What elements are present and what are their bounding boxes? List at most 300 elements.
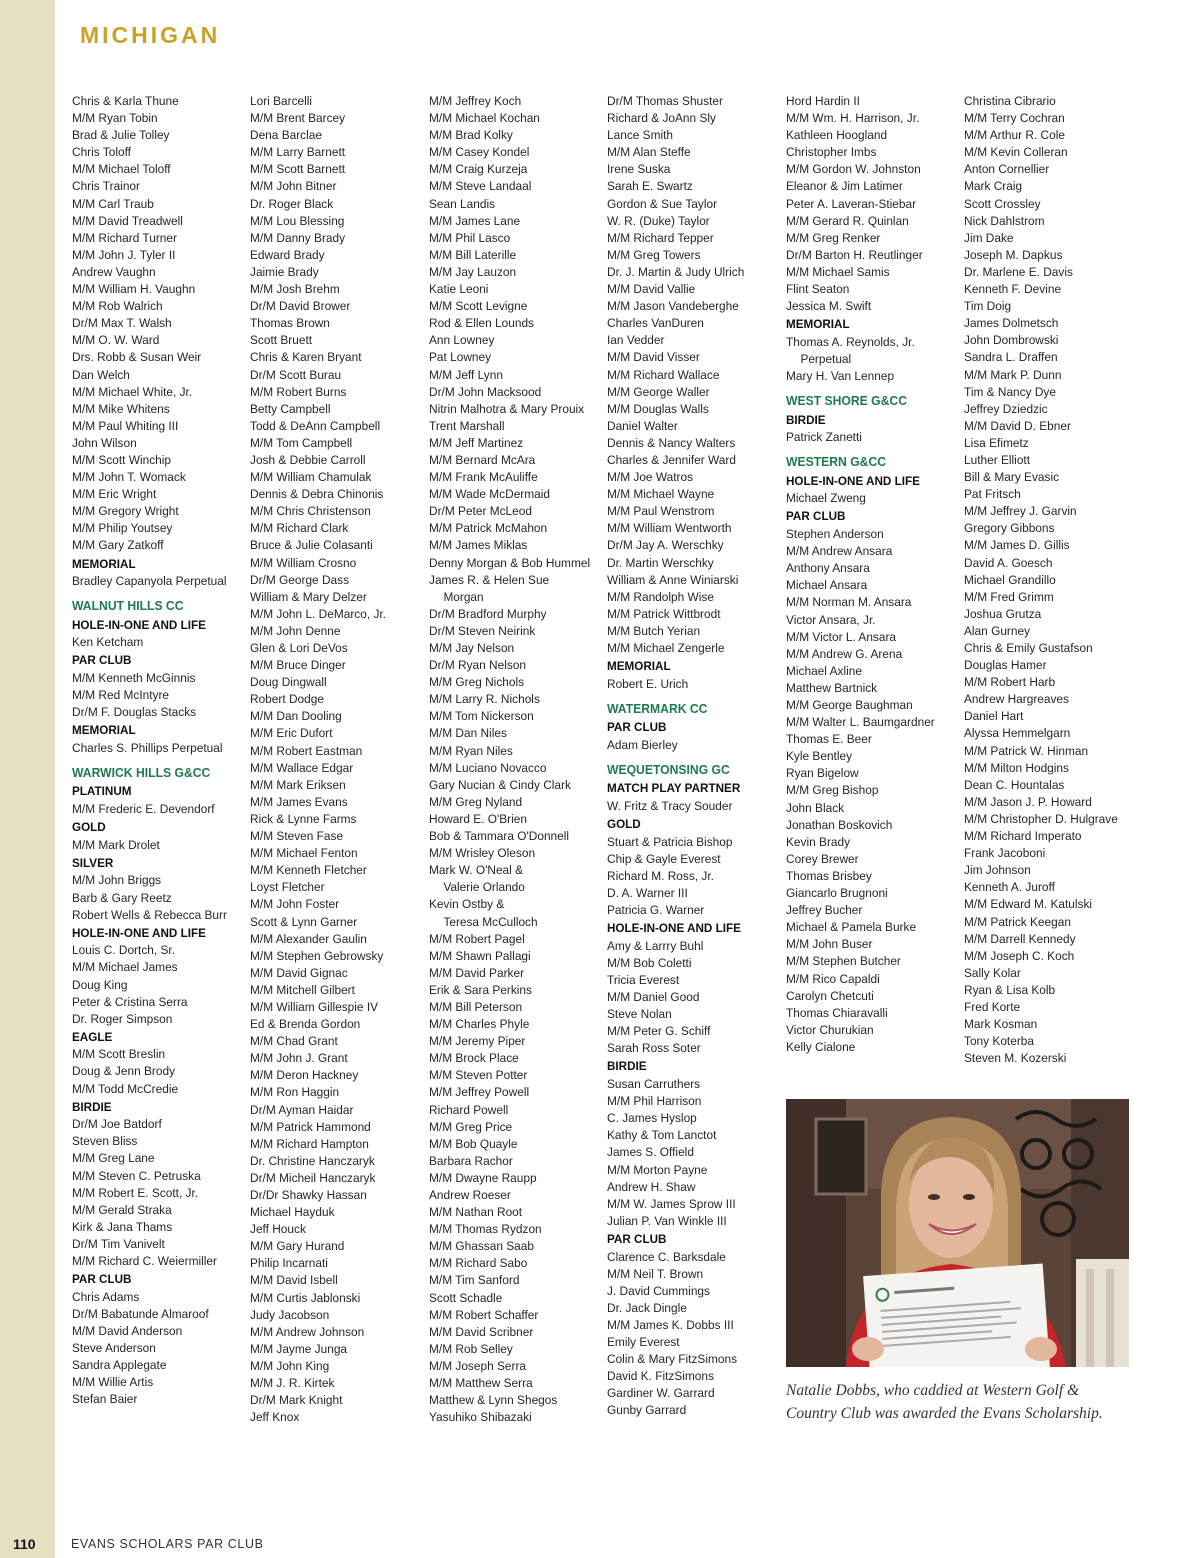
donor-name: Kelly Cialone: [786, 1039, 856, 1054]
tier-heading: PAR CLUB: [607, 720, 667, 735]
donor-name: M/M Steve Landaal: [429, 179, 532, 194]
donor-name: M/M Dan Niles: [429, 726, 507, 741]
donor-name: M/M Butch Yerian: [607, 623, 701, 638]
donor-name: Rick & Lynne Farms: [250, 811, 357, 826]
donor-name: M/M Steven Potter: [429, 1068, 528, 1083]
donor-name: M/M Jeffrey Koch: [429, 94, 522, 108]
donor-name: Tony Koterba: [964, 1034, 1035, 1049]
donor-name: Charles & Jennifer Ward: [607, 452, 736, 467]
donor-name: M/M John Denne: [250, 623, 341, 638]
donor-name: Thomas Chiaravalli: [786, 1005, 888, 1020]
donor-name: M/M Patrick McMahon: [429, 521, 548, 536]
donor-name: Valerie Orlando: [443, 880, 525, 895]
donor-name: Chris Trainor: [72, 179, 140, 194]
donor-name: Sally Kolar: [964, 965, 1021, 980]
donor-name: Peter A. Laveran-Stiebar: [786, 196, 917, 211]
tier-heading: EAGLE: [72, 1029, 113, 1044]
donor-name: M/M Greg Towers: [607, 247, 701, 262]
donor-name: M/M Jay Lauzon: [429, 264, 517, 279]
donor-name: Stefan Baier: [72, 1392, 138, 1407]
donor-name: M/M Michael Toloff: [72, 162, 171, 177]
club-heading: WEQUETONSING GC: [607, 762, 730, 777]
donor-name: M/M Phil Harrison: [607, 1094, 702, 1109]
donor-name: W. R. (Duke) Taylor: [607, 213, 710, 228]
club-heading: WARWICK HILLS G&CC: [72, 765, 211, 780]
donor-name: Dan Welch: [72, 367, 130, 382]
donor-name: M/M Richard Turner: [72, 230, 177, 245]
donor-name: Daniel Hart: [964, 709, 1024, 724]
donor-name: Todd & DeAnn Campbell: [250, 418, 381, 433]
donor-name: M/M Andrew Ansara: [786, 544, 893, 559]
donor-name: Carolyn Chetcuti: [786, 988, 874, 1003]
donor-name: M/M Mitchell Gilbert: [250, 982, 355, 997]
tier-heading: GOLD: [72, 820, 106, 835]
club-heading: WALNUT HILLS CC: [72, 599, 184, 614]
donor-name: M/M George Waller: [607, 384, 710, 399]
donor-name: Kevin Ostby &: [429, 897, 505, 912]
donor-name: M/M Matthew Serra: [429, 1376, 533, 1391]
donor-name: Douglas Hamer: [964, 658, 1047, 673]
donor-name: Dr/M Jay A. Werschky: [607, 538, 724, 553]
donor-name: M/M Milton Hodgins: [964, 760, 1069, 775]
donor-name: Jeff Houck: [250, 1222, 306, 1237]
donor-name: Jim Johnson: [964, 863, 1031, 878]
donor-name: Dr/M Thomas Shuster: [607, 94, 723, 108]
tier-heading: MEMORIAL: [72, 723, 136, 738]
donor-name: Ian Vedder: [607, 333, 665, 348]
donor-name: Mark W. O'Neal &: [429, 863, 524, 878]
donor-name: Michael Ansara: [786, 578, 868, 593]
donor-name: Doug Dingwall: [250, 675, 327, 690]
donor-name: Julian P. Van Winkle III: [607, 1213, 727, 1228]
donor-name: M/M Alan Steffe: [607, 145, 691, 160]
donor-name: Jonathan Boskovich: [786, 817, 893, 832]
donor-name: Chris Adams: [72, 1289, 140, 1304]
donor-name: Andrew H. Shaw: [607, 1179, 696, 1194]
donor-name: Emily Everest: [607, 1334, 680, 1349]
donor-name: M/M Brad Kolky: [429, 128, 513, 143]
donor-name: Bruce & Julie Colasanti: [250, 538, 373, 553]
donor-name: M/M Peter G. Schiff: [607, 1024, 711, 1039]
donor-name: Gunby Garrard: [607, 1403, 687, 1418]
donor-name: M/M Richard Sabo: [429, 1256, 528, 1271]
donor-name: Edward Brady: [250, 247, 325, 262]
donor-name: M/M Rob Walrich: [72, 299, 163, 314]
donor-name: Steve Anderson: [72, 1340, 156, 1355]
donor-name: Philip Incarnati: [250, 1256, 328, 1271]
donor-name: M/M John J. Tyler II: [72, 247, 176, 262]
donor-name: Erik & Sara Perkins: [429, 982, 532, 997]
donor-name: M/M Patrick Wittbrodt: [607, 606, 721, 621]
donor-name: Irene Suska: [607, 162, 671, 177]
donor-name: M/M Craig Kurzeja: [429, 162, 528, 177]
donor-name: M/M Frank McAuliffe: [429, 470, 538, 485]
donor-name: Richard & JoAnn Sly: [607, 111, 716, 126]
donor-name: M/M Joseph C. Koch: [964, 948, 1075, 963]
donor-name: M/M Joe Watros: [607, 470, 694, 485]
donor-name: M/M Richard Tepper: [607, 230, 714, 245]
donor-name: Dr. Roger Simpson: [72, 1011, 173, 1026]
column-4: [607, 93, 785, 1419]
donor-name: M/M Robert Eastman: [250, 743, 363, 758]
donor-name: M/M Jeffrey Powell: [429, 1085, 530, 1100]
donor-name: Perpetual: [800, 351, 852, 366]
donor-name: M/M James Evans: [250, 794, 348, 809]
donor-name: M/M Randolph Wise: [607, 589, 714, 604]
donor-name: M/M Rico Capaldi: [786, 971, 880, 986]
donor-name: M/M James K. Dobbs III: [607, 1317, 734, 1332]
donor-name: Christina Cibrario: [964, 94, 1056, 108]
donor-name: Nick Dahlstrom: [964, 213, 1045, 228]
donor-name: Denny Morgan & Bob Hummel: [429, 555, 591, 570]
donor-name: Andrew Roeser: [429, 1188, 511, 1202]
donor-name: M/M Kenneth Fletcher: [250, 863, 367, 878]
donor-name: Lisa Efimetz: [964, 435, 1029, 450]
tier-heading: PAR CLUB: [607, 1231, 667, 1246]
donor-name: M/M Curtis Jablonski: [250, 1290, 361, 1305]
donor-name: Drs. Robb & Susan Weir: [72, 350, 202, 365]
donor-name: Tim & Nancy Dye: [964, 384, 1056, 399]
donor-name: M/M James Lane: [429, 213, 521, 228]
donor-name: M/M Tom Campbell: [250, 435, 353, 450]
donor-name: M/M Richard Clark: [250, 521, 349, 536]
donor-name: Steven M. Kozerski: [964, 1051, 1067, 1066]
donor-name: Dr/M Babatunde Almaroof: [72, 1306, 209, 1321]
donor-name: Dennis & Debra Chinonis: [250, 487, 384, 502]
donor-name: M/M Jeff Lynn: [429, 367, 503, 382]
donor-name: M/M Victor L. Ansara: [786, 629, 897, 644]
donor-name: James R. & Helen Sue: [429, 572, 550, 587]
tier-heading: MEMORIAL: [72, 556, 136, 571]
donor-name: M/M Brock Place: [429, 1051, 519, 1066]
donor-name: M/M Danny Brady: [250, 230, 346, 245]
donor-name: M/M Patrick Hammond: [250, 1119, 371, 1134]
donor-name: Hord Hardin II: [786, 94, 860, 108]
donor-name: M/M John Buser: [786, 937, 873, 952]
donor-name: M/M David Visser: [607, 350, 700, 365]
donor-name: M/M Paul Wenstrom: [607, 504, 715, 519]
club-heading: WATERMARK CC: [607, 701, 708, 716]
donor-name: M/M Chris Christenson: [250, 504, 371, 519]
donor-name: Colin & Mary FitzSimons: [607, 1352, 738, 1367]
donor-name: M/M Gary Zatkoff: [72, 538, 164, 553]
donor-name: Rod & Ellen Lounds: [429, 316, 535, 331]
donor-name: D. A. Warner III: [607, 886, 688, 901]
tier-heading: SILVER: [72, 855, 114, 870]
donor-name: Dr. Martin Werschky: [607, 555, 714, 570]
donor-name: M/M David Treadwell: [72, 213, 183, 228]
donor-name: M/M Wm. H. Harrison, Jr.: [786, 111, 920, 126]
donor-name: M/M Steven C. Petruska: [72, 1168, 201, 1183]
donor-name: M/M Arthur R. Cole: [964, 128, 1066, 143]
donor-name: Dr/M David Brower: [250, 299, 351, 314]
donor-name: Scott Bruett: [250, 333, 313, 348]
state-title: MICHIGAN: [80, 22, 221, 48]
donor-name: Flint Seaton: [786, 282, 850, 297]
donor-name: Giancarlo Brugnoni: [786, 886, 888, 901]
donor-name: M/M Larry Barnett: [250, 145, 346, 160]
column-3: [429, 93, 607, 1426]
donor-name: M/M David Vallie: [607, 282, 696, 297]
tier-heading: HOLE-IN-ONE AND LIFE: [72, 617, 206, 632]
donor-name: Clarence C. Barksdale: [607, 1249, 726, 1264]
donor-name: M/M Scott Barnett: [250, 162, 346, 177]
donor-name: Adam Bierley: [607, 737, 678, 752]
scholar-photo-illustration: [786, 1099, 1129, 1367]
donor-name: Dena Barclae: [250, 128, 322, 143]
donor-name: Amy & Larrry Buhl: [607, 938, 704, 953]
donor-name: Matthew & Lynn Shegos: [429, 1393, 558, 1408]
donor-name: M/M Greg Nyland: [429, 794, 523, 809]
donor-name: M/M John Briggs: [72, 873, 162, 888]
donor-name: James S. Offield: [607, 1145, 694, 1160]
donor-name: James Dolmetsch: [964, 316, 1059, 331]
donor-name: M/M Bill Laterille: [429, 247, 517, 262]
donor-name: Morgan: [443, 589, 484, 604]
donor-name: Mary H. Van Lennep: [786, 369, 895, 383]
donor-name: William & Anne Winiarski: [607, 572, 739, 587]
donor-name: M/M Greg Bishop: [786, 783, 879, 798]
donor-name: M/M Scott Winchip: [72, 452, 172, 467]
donor-name: M/M Michael Wayne: [607, 487, 715, 502]
donor-name: Andrew Vaughn: [72, 264, 156, 279]
donor-name: Sean Landis: [429, 196, 496, 211]
donor-name: M/M Luciano Novacco: [429, 760, 547, 775]
donor-name: Kyle Bentley: [786, 749, 853, 764]
donor-name: Matthew Bartnick: [786, 680, 878, 695]
donor-name: M/M Kenneth McGinnis: [72, 671, 196, 685]
donor-name: Scott Schadle: [429, 1290, 503, 1305]
donor-name: Joseph M. Dapkus: [964, 247, 1063, 262]
donor-name: Patrick Zanetti: [786, 430, 862, 445]
tier-heading: BIRDIE: [607, 1059, 647, 1074]
donor-name: M/M Michael Samis: [786, 264, 890, 279]
tier-heading: BIRDIE: [72, 1099, 112, 1114]
donor-name: Kirk & Jana Thams: [72, 1219, 173, 1234]
donor-name: M/M Greg Price: [429, 1119, 513, 1134]
donor-name: M/M Bruce Dinger: [250, 658, 346, 673]
donor-name: Dennis & Nancy Walters: [607, 435, 736, 450]
donor-name: M/M Bob Coletti: [607, 955, 692, 970]
donor-name: Jeff Knox: [250, 1410, 300, 1425]
donor-name: Judy Jacobson: [250, 1307, 330, 1322]
donor-name: Gregory Gibbons: [964, 521, 1055, 536]
donor-name: J. David Cummings: [607, 1283, 710, 1298]
donor-name: M/M Michael James: [72, 960, 178, 975]
donor-name: Alan Gurney: [964, 623, 1031, 638]
donor-name: Gardiner W. Garrard: [607, 1386, 715, 1401]
donor-name: M/M Ghassan Saab: [429, 1239, 534, 1254]
donor-name: M/M Mark Drolet: [72, 837, 160, 852]
donor-name: M/M Tom Nickerson: [429, 709, 534, 724]
donor-name: M/M David Anderson: [72, 1323, 183, 1338]
donor-name: Katie Leoni: [429, 282, 489, 297]
donor-name: M/M Red McIntyre: [72, 688, 170, 703]
donor-name: M/M Lou Blessing: [250, 213, 345, 228]
donor-name: M/M Richard Imperato: [964, 829, 1082, 844]
donor-name: Tricia Everest: [607, 973, 680, 987]
donor-name: M/M Mark Eriksen: [250, 777, 346, 792]
donor-name: Tim Doig: [964, 299, 1012, 314]
donor-name: Dr/Dr Shawky Hassan: [250, 1188, 367, 1202]
donor-name: Scott Crossley: [964, 196, 1041, 211]
donor-name: Dr/M Peter McLeod: [429, 504, 532, 519]
donor-name: M/M Bill Peterson: [429, 999, 523, 1014]
donor-name: Bill & Mary Evasic: [964, 470, 1060, 485]
donor-name: M/M James Miklas: [429, 538, 528, 553]
donor-name: M/M Eric Dufort: [250, 726, 333, 741]
donor-name: Dr/M Scott Burau: [250, 367, 342, 382]
donor-name: Luther Elliott: [964, 452, 1031, 467]
donor-name: Scott & Lynn Garner: [250, 914, 358, 929]
donor-name: Robert Dodge: [250, 692, 324, 707]
tier-heading: PAR CLUB: [72, 653, 132, 668]
donor-name: M/M Robert Burns: [250, 384, 347, 399]
donor-name: M/M Stephen Gebrowsky: [250, 948, 384, 963]
donor-name: M/M O. W. Ward: [72, 333, 160, 348]
tier-heading: PAR CLUB: [786, 509, 846, 524]
donor-name: M/M W. James Sprow III: [607, 1196, 736, 1211]
donor-name: M/M Robert Pagel: [429, 931, 525, 946]
donor-name: Thomas A. Reynolds, Jr.: [786, 334, 915, 349]
donor-name: Bob & Tammara O'Donnell: [429, 829, 570, 844]
donor-name: Sarah E. Swartz: [607, 179, 693, 194]
donor-name: Kathleen Hoogland: [786, 128, 888, 143]
tier-heading: MEMORIAL: [607, 659, 671, 674]
donor-name: M/M Larry R. Nichols: [429, 692, 540, 707]
donor-name: Dr/M Joe Batdorf: [72, 1117, 162, 1132]
donor-name: M/M Bob Quayle: [429, 1136, 518, 1151]
tier-heading: HOLE-IN-ONE AND LIFE: [607, 921, 741, 936]
donor-name: Dr/M Bradford Murphy: [429, 606, 547, 621]
donor-name: W. Fritz & Tracy Souder: [607, 799, 733, 814]
column-1: [72, 93, 250, 1408]
donor-name: Corey Brewer: [786, 851, 859, 866]
donor-name: M/M Bernard McAra: [429, 452, 536, 467]
donor-name: M/M Patrick W. Hinman: [964, 743, 1089, 758]
donor-name: Charles VanDuren: [607, 316, 704, 331]
donor-name: Dr/M Barton H. Reutlinger: [786, 247, 923, 262]
donor-name: Doug & Jenn Brody: [72, 1064, 176, 1079]
donor-name: Victor Ansara, Jr.: [786, 612, 876, 627]
donor-name: M/M Todd McCredie: [72, 1081, 179, 1096]
club-heading: WEST SHORE G&CC: [786, 394, 907, 409]
donor-name: Richard Powell: [429, 1102, 509, 1117]
donor-name: M/M Walter L. Baumgardner: [786, 715, 935, 730]
donor-name: Anthony Ansara: [786, 561, 870, 576]
donor-name: C. James Hyslop: [607, 1111, 697, 1126]
donor-name: M/M Neil T. Brown: [607, 1266, 704, 1281]
donor-name: M/M John Foster: [250, 897, 340, 912]
donor-name: Dean C. Hountalas: [964, 777, 1065, 792]
tier-heading: MEMORIAL: [786, 317, 850, 332]
donor-name: M/M John King: [250, 1358, 330, 1373]
donor-name: M/M David Isbell: [250, 1273, 338, 1288]
donor-name: Dr/M Micheil Hanczaryk: [250, 1170, 376, 1185]
donor-name: Thomas Brown: [250, 316, 330, 331]
donor-name: Dr. J. Martin & Judy Ulrich: [607, 264, 745, 279]
donor-name: M/M Edward M. Katulski: [964, 897, 1093, 912]
donor-name: Dr. Marlene E. Davis: [964, 264, 1073, 279]
donor-name: M/M Robert Harb: [964, 675, 1056, 690]
donor-name: M/M J. R. Kirtek: [250, 1376, 335, 1391]
donor-name: M/M Alexander Gaulin: [250, 931, 367, 946]
donor-name: M/M Mark P. Dunn: [964, 367, 1062, 382]
donor-name: M/M Dwayne Raupp: [429, 1170, 537, 1185]
donor-name: M/M David Scribner: [429, 1324, 534, 1339]
donor-name: Doug King: [72, 977, 128, 992]
donor-name: Gordon & Sue Taylor: [607, 196, 718, 211]
donor-name: M/M Scott Breslin: [72, 1047, 166, 1062]
donor-name: Teresa McCulloch: [443, 914, 538, 929]
donor-name: Ryan & Lisa Kolb: [964, 982, 1056, 997]
donor-name: Gary Nucian & Cindy Clark: [429, 777, 571, 792]
donor-name: M/M Andrew G. Arena: [786, 646, 903, 661]
donor-name: Kenneth F. Devine: [964, 282, 1062, 297]
donor-name: M/M Willie Artis: [72, 1375, 154, 1390]
donor-name: M/M John T. Womack: [72, 470, 186, 485]
donor-name: M/M William Gillespie IV: [250, 999, 379, 1014]
donor-name: M/M Jason Vandeberghe: [607, 299, 739, 314]
donor-name: M/M Thomas Rydzon: [429, 1222, 542, 1237]
donor-name: Dr/M Tim Vanivelt: [72, 1236, 165, 1251]
donor-name: Kenneth A. Juroff: [964, 880, 1055, 895]
donor-name: Alyssa Hemmelgarn: [964, 726, 1071, 741]
donor-name: M/M William Crosno: [250, 555, 357, 570]
tier-heading: BIRDIE: [786, 412, 826, 427]
donor-name: M/M John Bitner: [250, 179, 337, 194]
donor-name: Dr/M Mark Knight: [250, 1393, 343, 1408]
donor-name: Michael Zweng: [786, 491, 866, 506]
donor-name: Chris & Karla Thune: [72, 94, 179, 108]
donor-name: Sandra Applegate: [72, 1358, 167, 1373]
donor-name: M/M Gary Hurand: [250, 1239, 345, 1254]
donor-name: Louis C. Dortch, Sr.: [72, 943, 175, 958]
donor-name: Sandra L. Draffen: [964, 350, 1058, 365]
donor-name: M/M Eric Wright: [72, 487, 157, 502]
donor-name: Jeffrey Bucher: [786, 903, 863, 918]
donor-name: M/M Scott Levigne: [429, 299, 528, 314]
donor-name: Robert E. Urich: [607, 676, 689, 691]
donor-name: Stephen Anderson: [786, 527, 884, 542]
donor-name: Chris & Emily Gustafson: [964, 641, 1093, 655]
donor-name: M/M Jayme Junga: [250, 1341, 348, 1356]
donor-name: M/M Ryan Niles: [429, 743, 513, 758]
donor-name: M/M Jeff Martinez: [429, 435, 524, 450]
donor-name: Susan Carruthers: [607, 1077, 701, 1092]
donor-name: Pat Fritsch: [964, 487, 1021, 502]
donor-name: M/M Shawn Pallagi: [429, 948, 531, 963]
column-6: [964, 93, 1142, 1067]
donor-name: Lance Smith: [607, 128, 674, 143]
donor-name: M/M Josh Brehm: [250, 282, 340, 297]
donor-name: Glen & Lori DeVos: [250, 641, 348, 655]
donor-name: M/M Rob Selley: [429, 1341, 513, 1356]
tier-heading: HOLE-IN-ONE AND LIFE: [72, 925, 206, 940]
donor-name: Robert Wells & Rebecca Burr: [72, 907, 227, 922]
donor-name: Dr/M Ryan Nelson: [429, 658, 527, 673]
donor-name: M/M George Baughman: [786, 698, 913, 712]
donor-name: Kevin Brady: [786, 834, 851, 849]
donor-name: Josh & Debbie Carroll: [250, 452, 366, 467]
page-number: 110: [13, 1536, 36, 1552]
donor-name: M/M Deron Hackney: [250, 1068, 359, 1083]
donor-name: Jeffrey Dziedzic: [964, 401, 1048, 416]
donor-name: M/M Nathan Root: [429, 1205, 523, 1220]
tier-heading: PLATINUM: [72, 784, 132, 799]
donor-name: Stuart & Patricia Bishop: [607, 834, 733, 849]
donor-name: Dr/M Steven Neirink: [429, 623, 536, 638]
